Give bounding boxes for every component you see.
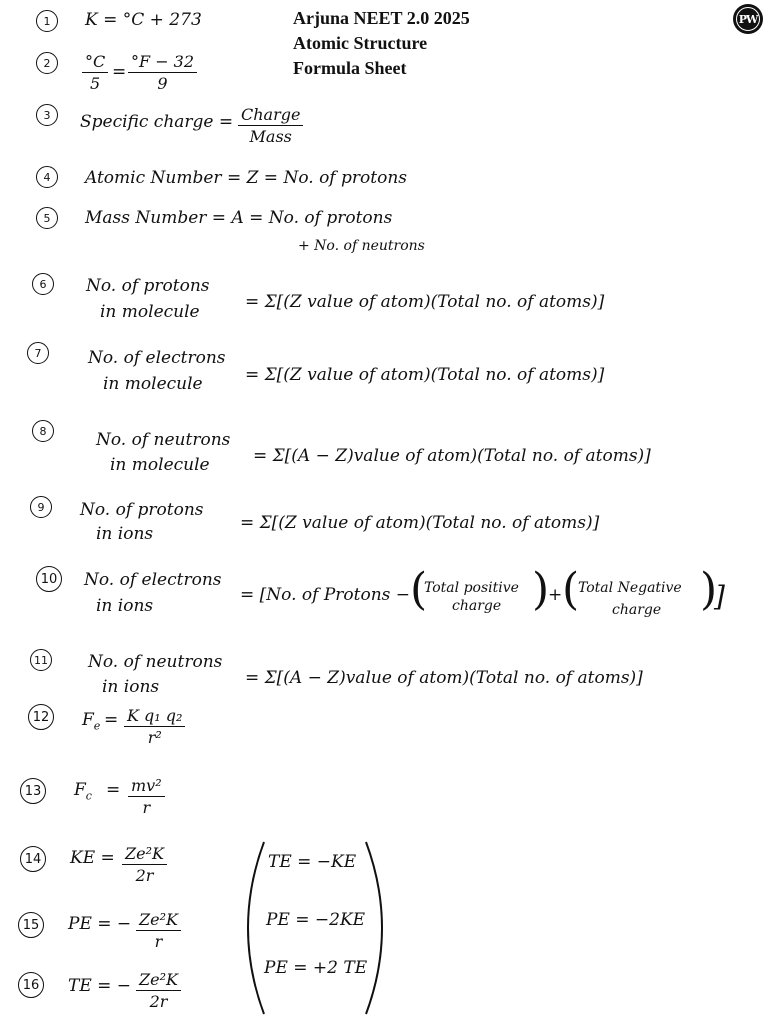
formula-coulomb-fraction: $\frac{\text{K q₁ q₂}}{\text{r²}}$ xyxy=(124,706,185,747)
formula-lhs: No. of electrons xyxy=(84,570,222,590)
formula-specific-charge-label: Specific charge = xyxy=(80,112,234,132)
formula-number: 11 xyxy=(30,649,52,671)
formula-ke-fraction: $\frac{\text{Ze²K}}{2r}$ xyxy=(122,844,167,885)
formula-number: 9 xyxy=(30,496,52,518)
close-paren: ) xyxy=(532,564,550,615)
formula-number: 15 xyxy=(18,912,44,938)
formula-lhs: in ions xyxy=(96,596,154,616)
header-subject: Atomic Structure xyxy=(293,33,428,53)
close-paren: ) xyxy=(700,564,718,615)
formula-electrons-ions-a: = [No. of Protons − xyxy=(240,585,411,605)
formula-number: 7 xyxy=(27,342,49,364)
formula-potential-energy: PE = − xyxy=(68,914,132,934)
open-paren: ( xyxy=(410,564,428,615)
formula-protons-ions: = Σ[(Z value of atom)(Total no. of atoms)] xyxy=(240,513,600,533)
formula-number: 3 xyxy=(36,104,58,126)
formula-kinetic-energy: KE = xyxy=(70,848,115,868)
formula-kelvin: K = °C + 273 xyxy=(85,10,202,30)
formula-equals: = xyxy=(104,710,119,730)
relation-te-ke: TE = −KE xyxy=(268,852,357,872)
formula-te-fraction: $\frac{\text{Ze²K}}{2r}$ xyxy=(136,970,181,1011)
formula-centripetal-force: $F_c$ xyxy=(74,780,92,803)
formula-number: 10 xyxy=(36,566,62,592)
formula-atomic-number: Atomic Number = Z = No. of protons xyxy=(85,168,407,188)
formula-term: charge xyxy=(452,598,502,614)
formula-number: 6 xyxy=(32,273,54,295)
open-paren: ( xyxy=(562,564,580,615)
formula-centripetal-fraction: $\frac{\text{mv²}}{r}$ xyxy=(128,776,165,817)
formula-neutrons-ions: = Σ[(A − Z)value of atom)(Total no. of atoms)] xyxy=(245,668,643,688)
formula-number: 13 xyxy=(20,778,46,804)
formula-specific-charge-fraction: Charge Mass xyxy=(238,105,303,146)
formula-lhs: in ions xyxy=(96,524,154,544)
header-subtitle: Formula Sheet xyxy=(293,58,407,78)
formula-lhs: No. of electrons xyxy=(88,348,226,368)
formula-neutrons-molecule: = Σ[(A − Z)value of atom)(Total no. of atoms)] xyxy=(253,446,651,466)
formula-term: charge xyxy=(612,602,662,618)
formula-term: ] xyxy=(714,580,725,613)
formula-number: 12 xyxy=(28,704,54,730)
pw-logo-icon: PW xyxy=(733,4,763,34)
formula-number: 5 xyxy=(36,207,58,229)
relation-pe-te: PE = +2 TE xyxy=(264,958,368,978)
formula-lhs: No. of protons xyxy=(86,276,210,296)
formula-lhs: in molecule xyxy=(103,374,203,394)
formula-lhs: in molecule xyxy=(110,455,210,475)
formula-total-energy: TE = − xyxy=(68,976,132,996)
formula-celsius-fraction: $\frac{^\circ C}{5}$ xyxy=(82,52,108,93)
formula-number: 14 xyxy=(20,846,46,872)
formula-term: + xyxy=(548,585,563,605)
header-title: Arjuna NEET 2.0 2025 xyxy=(293,8,470,28)
formula-mass-number: Mass Number = A = No. of protons xyxy=(85,208,393,228)
formula-number: 1 xyxy=(36,10,58,32)
formula-mass-number-neutrons: + No. of neutrons xyxy=(298,238,425,254)
formula-electrons-molecule: = Σ[(Z value of atom)(Total no. of atoms)] xyxy=(245,365,605,385)
formula-number: 8 xyxy=(32,420,54,442)
relation-pe-ke: PE = −2KE xyxy=(266,910,366,930)
formula-lhs: No. of protons xyxy=(80,500,204,520)
formula-term: Total positive xyxy=(424,580,519,596)
formula-lhs: in ions xyxy=(102,677,160,697)
formula-protons-molecule: = Σ[(Z value of atom)(Total no. of atoms)] xyxy=(245,292,605,312)
formula-fahrenheit-fraction: $\frac{^\circ F - 32}{9}$ xyxy=(128,52,197,93)
formula-electrostatic-force: $F_e$ xyxy=(82,710,101,733)
formula-number: 4 xyxy=(36,166,58,188)
formula-number: 16 xyxy=(18,972,44,998)
formula-term: Total Negative xyxy=(578,580,682,596)
formula-pe-fraction: $\frac{\text{Ze²K}}{r}$ xyxy=(136,910,181,951)
formula-number: 2 xyxy=(36,52,58,74)
header xyxy=(293,6,593,81)
formula-lhs: No. of neutrons xyxy=(96,430,231,450)
formula-lhs: No. of neutrons xyxy=(88,652,223,672)
formula-equals: = xyxy=(106,780,121,800)
formula-lhs: in molecule xyxy=(100,302,200,322)
